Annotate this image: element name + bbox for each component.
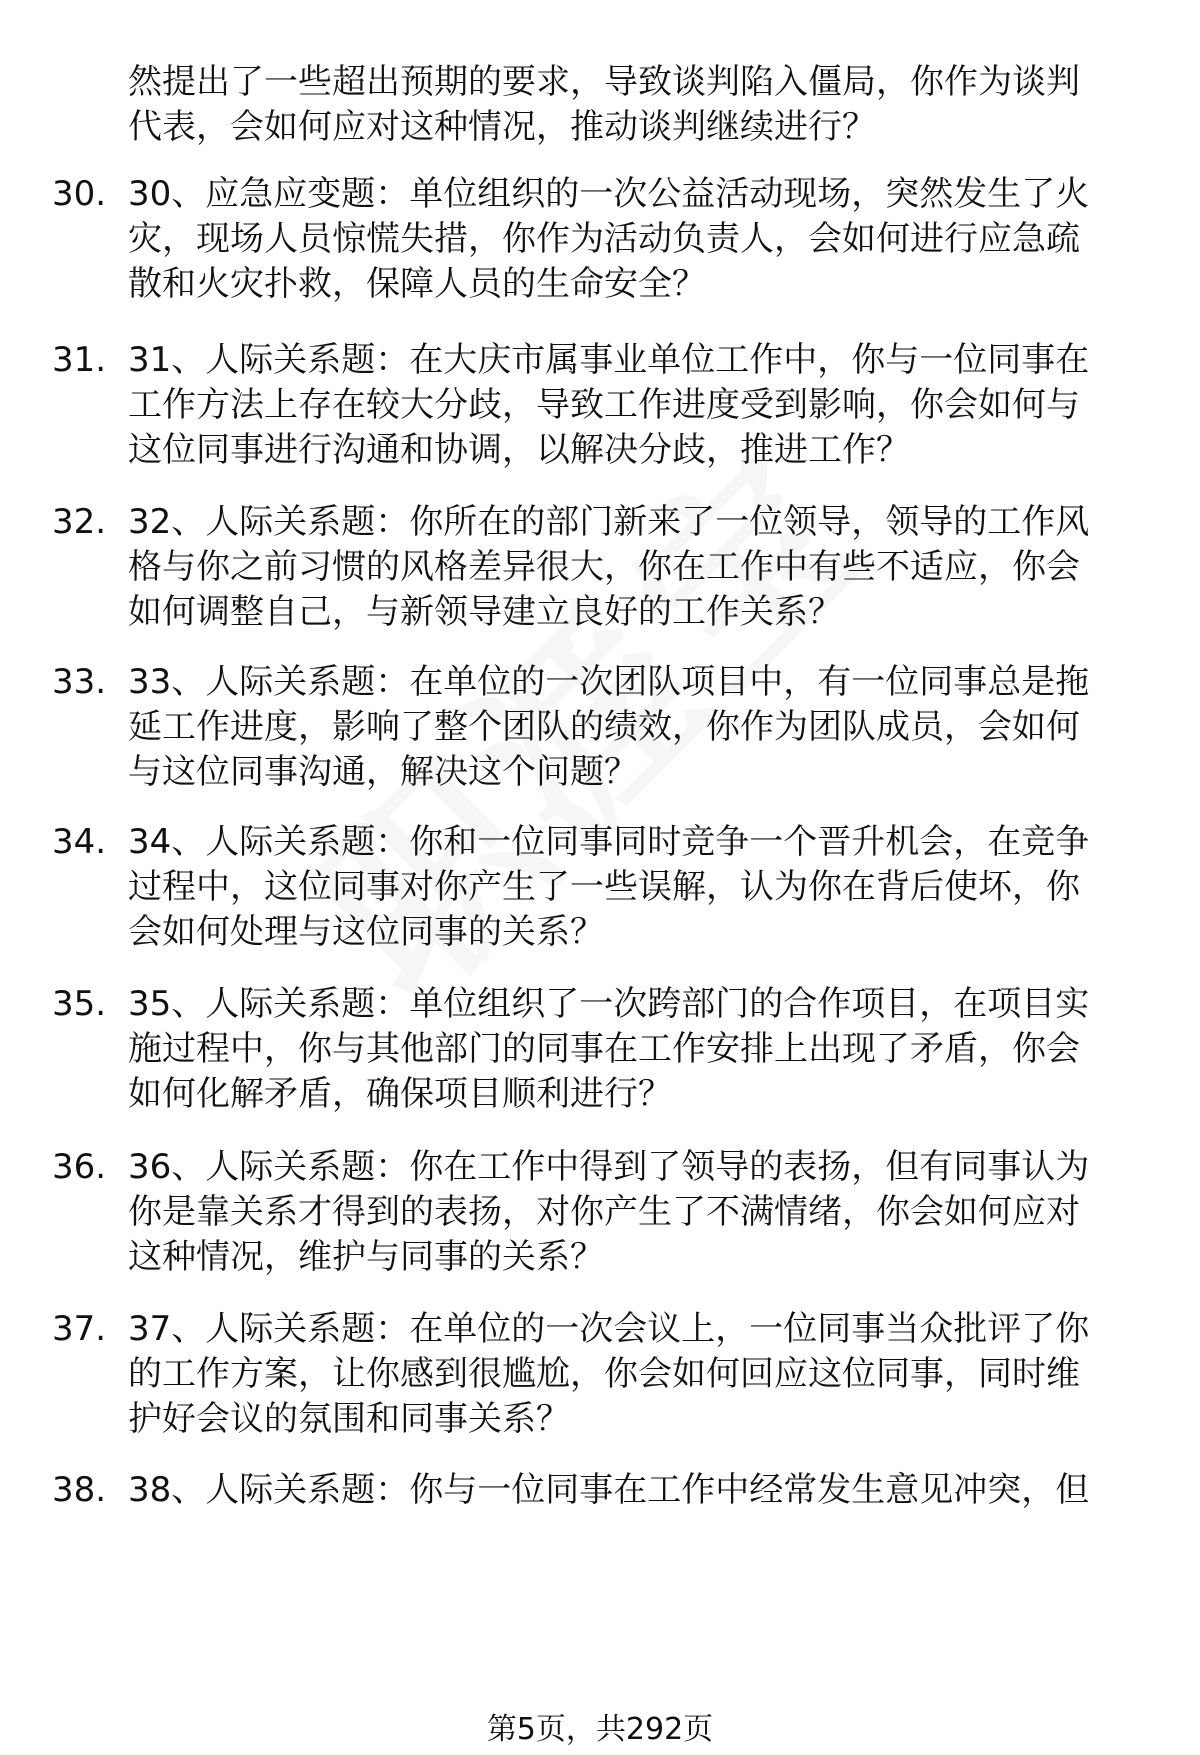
text-line: 延工作进度，影响了整个团队的绩效，你作为团队成员，会如何 <box>128 707 1080 747</box>
item-number: 37. <box>52 1309 107 1349</box>
text-line: 这种情况，维护与同事的关系？ <box>128 1237 604 1277</box>
text-line: 格与你之前习惯的风格差异很大，你在工作中有些不适应，你会 <box>128 547 1080 587</box>
item-text <box>128 500 1148 635</box>
text-line: 35、人际关系题：单位组织了一次跨部门的合作项目，在项目实 <box>128 984 1090 1024</box>
item-text <box>128 338 1148 473</box>
text-line: 37、人际关系题：在单位的一次会议上，一位同事当众批评了你 <box>128 1309 1090 1349</box>
text-line: 护好会议的氛围和同事关系？ <box>128 1399 570 1439</box>
text-line: 你是靠关系才得到的表扬，对你产生了不满情绪，你会如何应对 <box>128 1192 1080 1232</box>
item-number: 38. <box>52 1470 107 1510</box>
continued-paragraph <box>128 60 1148 150</box>
text-line: 工作方法上存在较大分歧，导致工作进度受到影响，你会如何与 <box>128 385 1080 425</box>
text-line: 30、应急应变题：单位组织的一次公益活动现场，突然发生了火 <box>128 174 1090 214</box>
text-line: 这位同事进行沟通和协调，以解决分歧，推进工作？ <box>128 430 910 470</box>
item-text <box>128 660 1148 795</box>
text-line: 散和火灾扑救，保障人员的生命安全？ <box>128 264 706 304</box>
item-number: 33. <box>52 662 107 702</box>
text-line: 的工作方案，让你感到很尴尬，你会如何回应这位同事，同时维 <box>128 1354 1080 1394</box>
text-line: 如何调整自己，与新领导建立良好的工作关系？ <box>128 592 842 632</box>
text-line: 38、人际关系题：你与一位同事在工作中经常发生意见冲突，但 <box>128 1470 1090 1510</box>
text-line: 灾，现场人员惊慌失措，你作为活动负责人，会如何进行应急疏 <box>128 219 1080 259</box>
text-line: 施过程中，你与其他部门的同事在工作安排上出现了矛盾，你会 <box>128 1029 1080 1069</box>
item-text <box>128 982 1148 1117</box>
text-line: 36、人际关系题：你在工作中得到了领导的表扬，但有同事认为 <box>128 1147 1090 1187</box>
text-line: 代表，会如何应对这种情况，推动谈判继续进行？ <box>128 107 876 147</box>
text-line: 如何化解矛盾，确保项目顺利进行？ <box>128 1074 672 1114</box>
item-number: 36. <box>52 1147 107 1187</box>
item-number: 35. <box>52 984 107 1024</box>
item-number: 31. <box>52 340 107 380</box>
item-number: 30. <box>52 174 107 214</box>
text-line: 与这位同事沟通，解决这个问题？ <box>128 752 638 792</box>
item-text <box>128 1307 1148 1442</box>
item-number: 34. <box>52 822 107 862</box>
text-line: 会如何处理与这位同事的关系？ <box>128 912 604 952</box>
item-text <box>128 1468 1148 1513</box>
text-line: 然提出了一些超出预期的要求，导致谈判陷入僵局，你作为谈判 <box>128 62 1080 102</box>
text-line: 过程中，这位同事对你产生了一些误解，认为你在背后使坏，你 <box>128 867 1080 907</box>
page-footer <box>0 1710 1200 1750</box>
item-text <box>128 820 1148 955</box>
item-number: 32. <box>52 502 107 542</box>
text-line: 32、人际关系题：你所在的部门新来了一位领导，领导的工作风 <box>128 502 1090 542</box>
text-line: 31、人际关系题：在大庆市属事业单位工作中，你与一位同事在 <box>128 340 1090 380</box>
item-text <box>128 172 1148 307</box>
text-line: 34、人际关系题：你和一位同事同时竞争一个晋升机会，在竞争 <box>128 822 1090 862</box>
text-line: 33、人际关系题：在单位的一次团队项目中，有一位同事总是拖 <box>128 662 1090 702</box>
item-text <box>128 1145 1148 1280</box>
page-number-label: 第5页，共292页 <box>486 1712 714 1747</box>
